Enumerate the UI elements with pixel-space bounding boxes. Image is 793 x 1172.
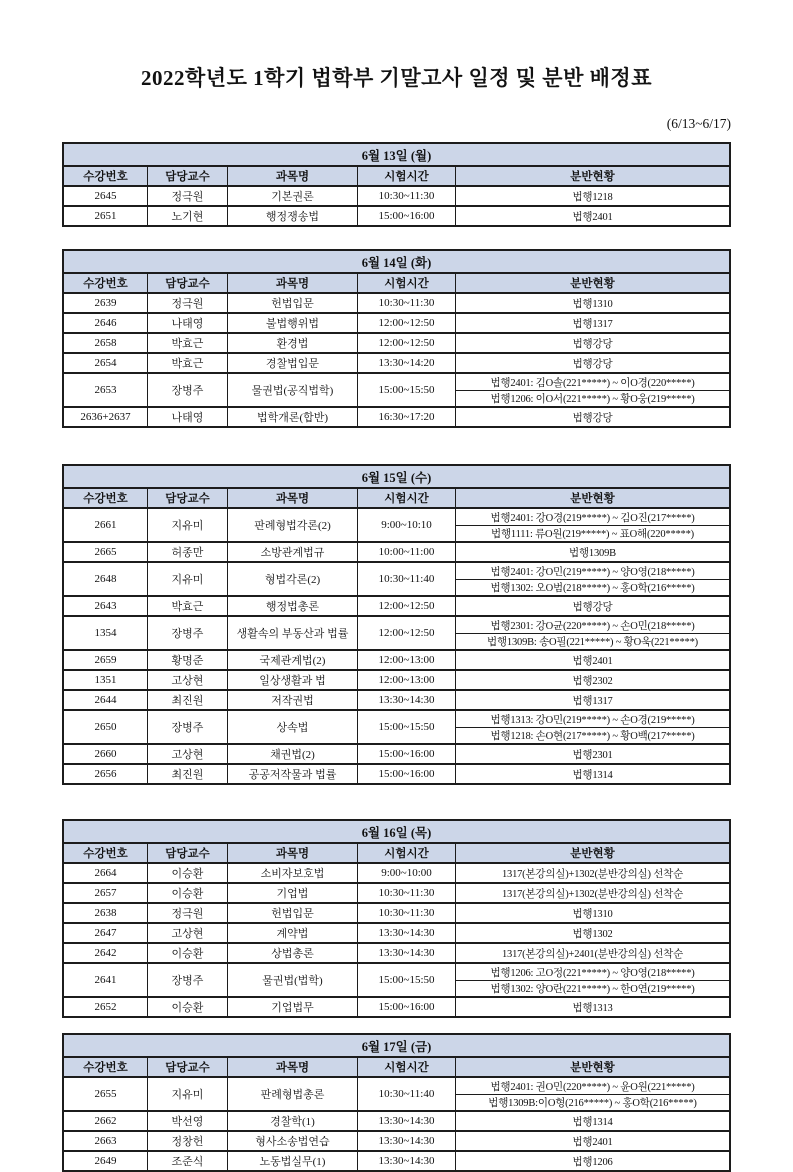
- column-header-exam-time-cell: 시험시간: [357, 489, 455, 507]
- status-line: 법행1206: [572, 1156, 613, 1168]
- exam-time-cell: 13:30~14:30: [357, 944, 455, 962]
- exam-time-cell: 9:00~10:10: [357, 509, 455, 541]
- professor-cell: 장병주: [147, 711, 227, 743]
- professor-cell: 최진원: [147, 691, 227, 709]
- professor-cell: 박효근: [147, 354, 227, 372]
- course-number-cell: 2665: [94, 546, 117, 558]
- column-header-professor-cell: 담당교수: [147, 1058, 227, 1076]
- exam-time-cell: 15:00~16:00: [357, 207, 455, 225]
- course-number-cell: 2652: [94, 1001, 117, 1013]
- course-name-cell: 국제관계법(2): [227, 651, 357, 669]
- course-number-cell: 2643: [94, 600, 117, 612]
- table-row: [64, 922, 729, 942]
- section-status-cell: [455, 691, 729, 709]
- section-status-cell: [455, 904, 729, 922]
- section-status-cell: [455, 1132, 729, 1150]
- course-number-cell: 2638: [94, 907, 117, 919]
- schedule-tables: [62, 142, 731, 1172]
- course-number-cell: 2655: [94, 1088, 117, 1100]
- course-name-cell: 형사소송법연습: [227, 1132, 357, 1150]
- section-status-cell: [455, 374, 729, 406]
- professor-cell: 박효근: [147, 334, 227, 352]
- status-line: 법행2301: [572, 749, 613, 761]
- column-header-exam-time-cell: 시험시간: [357, 167, 455, 185]
- section-status-cell: [455, 864, 729, 882]
- column-header-professor-cell: 담당교수: [147, 844, 227, 862]
- column-header-professor-cell: 담당교수: [147, 489, 227, 507]
- professor-cell: 지유미: [147, 509, 227, 541]
- course-name-cell: 불법행위법: [227, 314, 357, 332]
- status-line: 법행강당: [572, 412, 613, 424]
- course-number-cell: 2662: [94, 1115, 117, 1127]
- section-status-cell: [455, 294, 729, 312]
- status-line: 법행1313: 강O민(219*****) ~ 손O경(219*****): [490, 714, 695, 726]
- course-number-cell: 2644: [94, 694, 117, 706]
- status-line: 법행1313: [572, 1002, 613, 1014]
- table-row: [64, 406, 729, 426]
- professor-cell: 정극원: [147, 187, 227, 205]
- professor-cell: 장병주: [147, 964, 227, 996]
- professor-cell: 고상현: [147, 671, 227, 689]
- table-row: [64, 862, 729, 882]
- table-row: [64, 205, 729, 225]
- status-line: 법행1314: [572, 769, 613, 781]
- section-status-cell: [455, 314, 729, 332]
- professor-cell: 장병주: [147, 617, 227, 649]
- exam-time-cell: 10:30~11:30: [357, 294, 455, 312]
- table-row: [64, 1110, 729, 1130]
- date-range-label: (6/13~6/17): [666, 116, 731, 131]
- section-status-cell: [455, 597, 729, 615]
- exam-time-cell: 13:30~14:20: [357, 354, 455, 372]
- exam-time-cell: 12:00~13:00: [357, 651, 455, 669]
- course-name-cell: 채권법(2): [227, 745, 357, 763]
- section-status-cell: [455, 711, 729, 743]
- column-header-row: [64, 842, 729, 862]
- section-status-cell: [455, 543, 729, 561]
- date-header: 6월 15일 (수): [64, 466, 729, 487]
- column-header-section-status-cell: 분반현황: [455, 1058, 729, 1076]
- course-number-cell: 2664: [94, 867, 117, 879]
- column-header-row: [64, 165, 729, 185]
- column-header-course-name-cell: 과목명: [227, 489, 357, 507]
- status-line: 법행1206: 고O정(221*****) ~ 양O영(218*****): [490, 967, 695, 979]
- exam-table-day-3: [62, 464, 731, 785]
- course-number-cell: 2657: [94, 887, 117, 899]
- column-header-course-name-cell: 과목명: [227, 167, 357, 185]
- professor-cell: 나태영: [147, 314, 227, 332]
- course-number-cell: 2648: [94, 573, 117, 585]
- status-line: 법행2401: 김O솔(221*****) ~ 이O경(220*****): [490, 377, 695, 389]
- status-line: 법행1206: 이O서(221*****) ~ 황O웅(219*****): [456, 390, 729, 406]
- table-row: [64, 996, 729, 1016]
- exam-time-cell: 13:30~14:30: [357, 1152, 455, 1170]
- exam-time-cell: 16:30~17:20: [357, 408, 455, 426]
- course-name-cell: 상속법: [227, 711, 357, 743]
- course-number-cell: 2636+2637: [80, 411, 131, 423]
- exam-table-day-1: [62, 142, 731, 227]
- course-name-cell: 법학개론(합반): [227, 408, 357, 426]
- page-title: 2022학년도 1학기 법학부 기말고사 일정 및 분반 배정표: [141, 66, 652, 90]
- status-line: 법행강당: [572, 338, 613, 350]
- course-name-cell: 상법총론: [227, 944, 357, 962]
- section-status-cell: [455, 509, 729, 541]
- date-header: 6월 17일 (금): [64, 1035, 729, 1056]
- table-row: [64, 1076, 729, 1110]
- course-name-cell: 기업법: [227, 884, 357, 902]
- course-number-cell: 2642: [94, 947, 117, 959]
- table-row: [64, 615, 729, 649]
- course-number-cell: 2656: [94, 768, 117, 780]
- exam-time-cell: 10:30~11:40: [357, 1078, 455, 1110]
- course-name-cell: 헌법입문: [227, 904, 357, 922]
- exam-time-cell: 15:00~15:50: [357, 374, 455, 406]
- professor-cell: 고상현: [147, 745, 227, 763]
- column-header-section-status-cell: 분반현황: [455, 274, 729, 292]
- professor-cell: 정극원: [147, 904, 227, 922]
- course-number-cell: 2654: [94, 357, 117, 369]
- status-line: 법행2401: [572, 655, 613, 667]
- column-header-exam-time-cell: 시험시간: [357, 844, 455, 862]
- exam-time-cell: 10:30~11:30: [357, 884, 455, 902]
- table-row: [64, 541, 729, 561]
- section-status-cell: [455, 765, 729, 783]
- status-line: 법행1310: [572, 298, 613, 310]
- professor-cell: 정창헌: [147, 1132, 227, 1150]
- table-row: [64, 185, 729, 205]
- exam-time-cell: 10:30~11:30: [357, 187, 455, 205]
- column-header-course-name-cell: 과목명: [227, 274, 357, 292]
- course-name-cell: 일상생활과 법: [227, 671, 357, 689]
- section-status-cell: [455, 745, 729, 763]
- column-header-professor-cell: 담당교수: [147, 167, 227, 185]
- table-row: [64, 1150, 729, 1170]
- table-row: [64, 709, 729, 743]
- exam-time-cell: 15:00~16:00: [357, 765, 455, 783]
- course-name-cell: 헌법입문: [227, 294, 357, 312]
- exam-time-cell: 12:00~13:00: [357, 671, 455, 689]
- course-name-cell: 생활속의 부동산과 법률: [227, 617, 357, 649]
- status-line: 법행1309B: 송O필(221*****) ~ 황O욱(221*****): [456, 633, 729, 649]
- table-row: [64, 292, 729, 312]
- column-header-professor-cell: 담당교수: [147, 274, 227, 292]
- course-number-cell: 2651: [94, 210, 117, 222]
- exam-time-cell: 15:00~15:50: [357, 964, 455, 996]
- status-line: 법행1314: [572, 1116, 613, 1128]
- course-name-cell: 계약법: [227, 924, 357, 942]
- status-line: 법행1309B:이O형(216*****) ~ 홍O학(216*****): [456, 1094, 729, 1110]
- course-name-cell: 기본권론: [227, 187, 357, 205]
- exam-table-day-4: [62, 819, 731, 1018]
- column-header-row: [64, 272, 729, 292]
- course-name-cell: 판례형법총론: [227, 1078, 357, 1110]
- professor-cell: 이승환: [147, 864, 227, 882]
- status-line: 법행2401: [572, 211, 613, 223]
- professor-cell: 허종만: [147, 543, 227, 561]
- table-row: [64, 595, 729, 615]
- course-name-cell: 형법각론(2): [227, 563, 357, 595]
- section-status-cell: [455, 617, 729, 649]
- section-status-cell: [455, 187, 729, 205]
- table-row: [64, 669, 729, 689]
- section-status-cell: [455, 408, 729, 426]
- section-status-cell: [455, 354, 729, 372]
- table-row: [64, 763, 729, 783]
- column-header-course-name-cell: 과목명: [227, 1058, 357, 1076]
- course-number-cell: 2661: [94, 519, 117, 531]
- professor-cell: 황명준: [147, 651, 227, 669]
- exam-time-cell: 12:00~12:50: [357, 597, 455, 615]
- status-line: 법행강당: [572, 358, 613, 370]
- status-line: 법행1309B: [569, 547, 616, 559]
- status-line: 법행2401: 권O민(220*****) ~ 윤O원(221*****): [490, 1081, 695, 1093]
- section-status-cell: [455, 651, 729, 669]
- course-number-cell: 2660: [94, 748, 117, 760]
- exam-time-cell: 13:30~14:30: [357, 1112, 455, 1130]
- course-name-cell: 소방관계법규: [227, 543, 357, 561]
- status-line: 법행1218: [572, 191, 613, 203]
- section-status-cell: [455, 1152, 729, 1170]
- section-status-cell: [455, 884, 729, 902]
- column-header-course-name-cell: 과목명: [227, 844, 357, 862]
- professor-cell: 노기현: [147, 207, 227, 225]
- table-row: [64, 561, 729, 595]
- status-line: 1317(본강의실)+2401(분반강의실) 선착순: [501, 948, 684, 960]
- section-status-cell: [455, 924, 729, 942]
- course-name-cell: 판례형법각론(2): [227, 509, 357, 541]
- table-row: [64, 743, 729, 763]
- status-line: 법행1218: 손O현(217*****) ~ 황O백(217*****): [456, 727, 729, 743]
- status-line: 법행2401: [572, 1136, 613, 1148]
- exam-table-day-5: [62, 1033, 731, 1172]
- course-number-cell: 1354: [94, 627, 117, 639]
- column-header-section-status-cell: 분반현황: [455, 489, 729, 507]
- course-number-cell: 2639: [94, 297, 117, 309]
- status-line: 법행1111: 류O원(219*****) ~ 표O해(220*****): [456, 525, 729, 541]
- section-status-cell: [455, 334, 729, 352]
- date-header: 6월 14일 (화): [64, 251, 729, 272]
- column-header-row: [64, 1056, 729, 1076]
- course-number-cell: 2646: [94, 317, 117, 329]
- column-header-course-number-cell: 수강번호: [83, 171, 128, 183]
- exam-time-cell: 13:30~14:30: [357, 924, 455, 942]
- section-status-cell: [455, 944, 729, 962]
- course-number-cell: 2650: [94, 721, 117, 733]
- status-line: 법행2301: 강O균(220*****) ~ 손O민(218*****): [490, 620, 695, 632]
- professor-cell: 나태영: [147, 408, 227, 426]
- status-line: 법행2401: 강O민(219*****) ~ 양O영(218*****): [490, 566, 695, 578]
- course-name-cell: 경찰법입문: [227, 354, 357, 372]
- exam-time-cell: 15:00~16:00: [357, 745, 455, 763]
- professor-cell: 최진원: [147, 765, 227, 783]
- professor-cell: 고상현: [147, 924, 227, 942]
- column-header-section-status-cell: 분반현황: [455, 844, 729, 862]
- column-header-course-number-cell: 수강번호: [83, 493, 128, 505]
- course-number-cell: 2641: [94, 974, 117, 986]
- professor-cell: 박선영: [147, 1112, 227, 1130]
- course-number-cell: 2658: [94, 337, 117, 349]
- status-line: 1317(본강의실)+1302(분반강의실) 선착순: [501, 868, 684, 880]
- status-line: 법행1317: [572, 695, 613, 707]
- course-number-cell: 2647: [94, 927, 117, 939]
- course-number-cell: 2663: [94, 1135, 117, 1147]
- course-number-cell: 2645: [94, 190, 117, 202]
- exam-time-cell: 13:30~14:30: [357, 1132, 455, 1150]
- table-row: [64, 962, 729, 996]
- table-row: [64, 942, 729, 962]
- course-name-cell: 행정법총론: [227, 597, 357, 615]
- course-name-cell: 물권법(법학): [227, 964, 357, 996]
- exam-time-cell: 9:00~10:00: [357, 864, 455, 882]
- table-row: [64, 372, 729, 406]
- course-name-cell: 공공저작물과 법률: [227, 765, 357, 783]
- exam-table-day-2: [62, 249, 731, 428]
- column-header-row: [64, 487, 729, 507]
- section-status-cell: [455, 563, 729, 595]
- exam-time-cell: 15:00~15:50: [357, 711, 455, 743]
- exam-time-cell: 10:00~11:00: [357, 543, 455, 561]
- course-name-cell: 환경법: [227, 334, 357, 352]
- table-row: [64, 882, 729, 902]
- status-line: 법행1302: 오O범(218*****) ~ 홍O학(216*****): [456, 579, 729, 595]
- table-row: [64, 902, 729, 922]
- section-status-cell: [455, 1078, 729, 1110]
- course-name-cell: 노동법실무(1): [227, 1152, 357, 1170]
- professor-cell: 지유미: [147, 563, 227, 595]
- professor-cell: 박효근: [147, 597, 227, 615]
- column-header-exam-time-cell: 시험시간: [357, 1058, 455, 1076]
- course-name-cell: 행정쟁송법: [227, 207, 357, 225]
- section-status-cell: [455, 1112, 729, 1130]
- exam-time-cell: 10:30~11:30: [357, 904, 455, 922]
- table-row: [64, 352, 729, 372]
- course-name-cell: 기업법무: [227, 998, 357, 1016]
- professor-cell: 이승환: [147, 998, 227, 1016]
- professor-cell: 이승환: [147, 884, 227, 902]
- table-row: [64, 507, 729, 541]
- section-status-cell: [455, 964, 729, 996]
- date-header: 6월 13일 (월): [64, 144, 729, 165]
- exam-time-cell: 12:00~12:50: [357, 334, 455, 352]
- section-status-cell: [455, 671, 729, 689]
- status-line: 1317(본강의실)+1302(분반강의실) 선착순: [501, 888, 684, 900]
- column-header-course-number-cell: 수강번호: [83, 848, 128, 860]
- column-header-course-number-cell: 수강번호: [83, 278, 128, 290]
- course-number-cell: 2649: [94, 1155, 117, 1167]
- column-header-section-status-cell: 분반현황: [455, 167, 729, 185]
- course-name-cell: 물권법(공직법학): [227, 374, 357, 406]
- table-row: [64, 312, 729, 332]
- exam-time-cell: 10:30~11:40: [357, 563, 455, 595]
- exam-time-cell: 12:00~12:50: [357, 314, 455, 332]
- table-row: [64, 649, 729, 669]
- section-status-cell: [455, 998, 729, 1016]
- exam-time-cell: 15:00~16:00: [357, 998, 455, 1016]
- table-row: [64, 689, 729, 709]
- professor-cell: 조준식: [147, 1152, 227, 1170]
- course-number-cell: 1351: [94, 674, 117, 686]
- column-header-exam-time-cell: 시험시간: [357, 274, 455, 292]
- professor-cell: 지유미: [147, 1078, 227, 1110]
- status-line: 법행2302: [572, 675, 613, 687]
- section-status-cell: [455, 207, 729, 225]
- status-line: 법행2401: 강O경(219*****) ~ 김O진(217*****): [490, 512, 695, 524]
- status-line: 법행강당: [572, 601, 613, 613]
- professor-cell: 정극원: [147, 294, 227, 312]
- exam-time-cell: 12:00~12:50: [357, 617, 455, 649]
- column-header-course-number-cell: 수강번호: [83, 1062, 128, 1074]
- course-name-cell: 소비자보호법: [227, 864, 357, 882]
- table-row: [64, 1130, 729, 1150]
- professor-cell: 이승환: [147, 944, 227, 962]
- status-line: 법행1310: [572, 908, 613, 920]
- course-name-cell: 저작권법: [227, 691, 357, 709]
- status-line: 법행1302: 양O란(221*****) ~ 한O연(219*****): [456, 980, 729, 996]
- date-header: 6월 16일 (목): [64, 821, 729, 842]
- status-line: 법행1317: [572, 318, 613, 330]
- professor-cell: 장병주: [147, 374, 227, 406]
- status-line: 법행1302: [572, 928, 613, 940]
- course-number-cell: 2659: [94, 654, 117, 666]
- course-number-cell: 2653: [94, 384, 117, 396]
- exam-time-cell: 13:30~14:30: [357, 691, 455, 709]
- course-name-cell: 경찰학(1): [227, 1112, 357, 1130]
- table-row: [64, 332, 729, 352]
